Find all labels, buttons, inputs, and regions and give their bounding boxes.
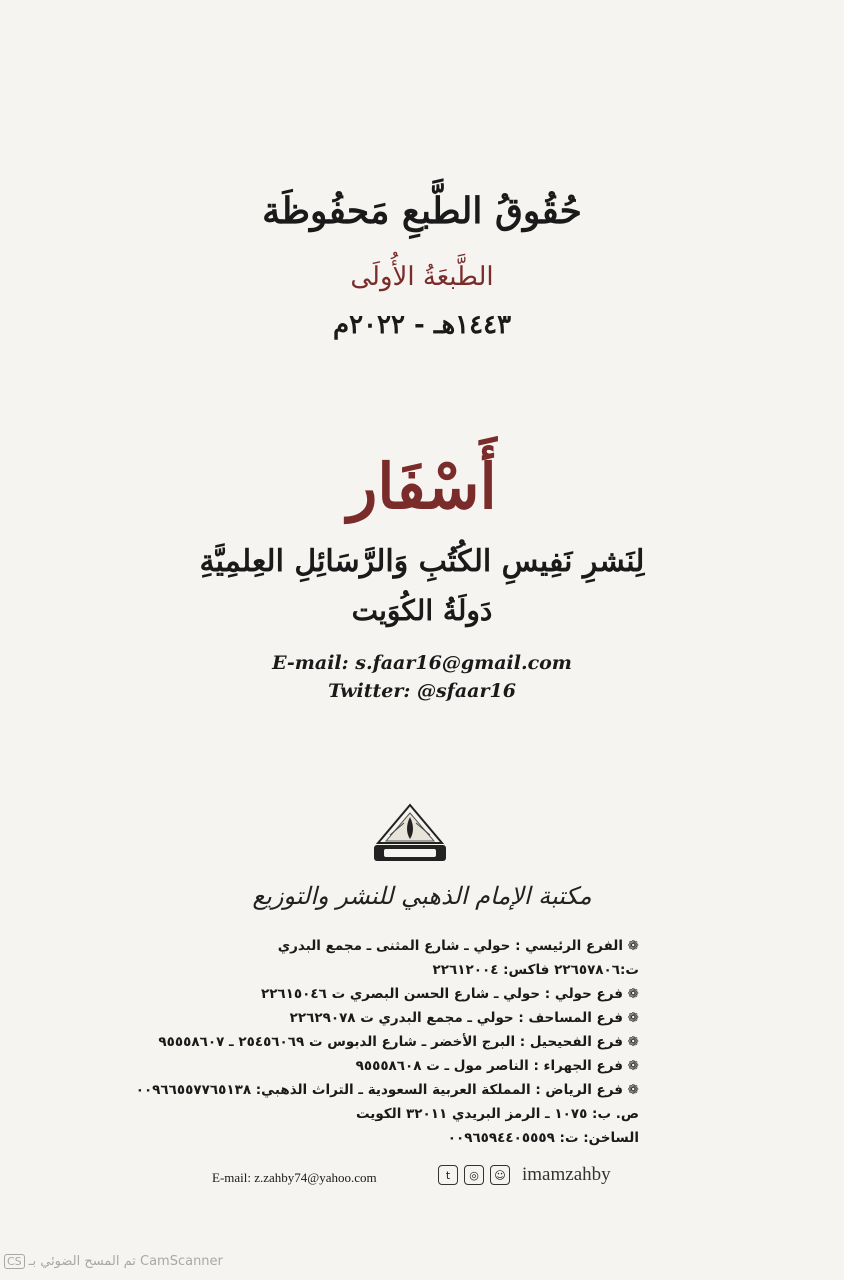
- book-logo-icon: [370, 803, 450, 867]
- list-item: ❁ فرع الرياض : المملكة العربية السعودية ـ التراث الذهبي: ٠٠٩٦٦٥٥٧٧٦٥١٣٨: [135, 1082, 639, 1098]
- publisher-country: دَولَةُ الكُوَيت: [351, 594, 493, 627]
- snapchat-icon[interactable]: ☺: [490, 1165, 510, 1185]
- list-item: ص. ب: ١٠٧٥ ـ الرمز البريدي ٣٢٠١١ الكويت: [355, 1106, 639, 1122]
- camscanner-icon: CS: [4, 1254, 25, 1269]
- distributor-email[interactable]: E-mail: z.zahby74@yahoo.com: [212, 1170, 377, 1185]
- list-item: ت:٢٢٦٥٧٨٠٦ فاكس: ٢٢٦١٢٠٠٤: [432, 962, 639, 978]
- edition-label: الطَّبعَةُ الأُولَى: [350, 262, 494, 292]
- twitter-icon[interactable]: t: [438, 1165, 458, 1185]
- instagram-icon[interactable]: ◎: [464, 1165, 484, 1185]
- list-item: ❁ الفرع الرئيسي : حولي ـ شارع المثنى ـ مجمع البدري: [277, 938, 639, 954]
- edition-date: ١٤٤٣هـ - ٢٠٢٢م: [332, 310, 512, 340]
- scanner-text: تم المسح الضوئي بـ CamScanner: [28, 1254, 223, 1269]
- list-item: ❁ فرع الجهراء : الناصر مول ـ ت ٩٥٥٥٨٦٠٨: [355, 1058, 639, 1074]
- copyright-heading: حُقُوقُ الطَّبعِ مَحفُوظَة: [262, 190, 582, 232]
- publisher-name: أَسْفَار: [347, 450, 497, 523]
- social-handle[interactable]: imamzahby: [522, 1164, 611, 1185]
- publisher-description: لِنَشرِ نَفِيسِ الكُتُبِ وَالرَّسَائِلِ العِلمِيَّةِ: [199, 544, 645, 579]
- list-item: ❁ فرع حولي : حولي ـ شارع الحسن البصري ت ٢٢٦١٥٠٤٦: [260, 986, 639, 1002]
- publisher-twitter[interactable]: Twitter: @sfaar16: [328, 680, 516, 702]
- social-links: [438, 1164, 611, 1186]
- scanner-watermark: [4, 1254, 223, 1269]
- distributor-title: مكتبة الإمام الذهبي للنشر والتوزيع: [252, 882, 592, 910]
- list-item: ❁ فرع المساحف : حولي ـ مجمع البدري ت ٢٢٦٢٩٠٧٨: [289, 1010, 639, 1026]
- publisher-email[interactable]: E-mail: s.faar16@gmail.com: [272, 652, 572, 674]
- branch-list: [79, 934, 639, 1150]
- list-item: الساخن: ت: ٠٠٩٦٥٩٤٤٠٥٥٥٩: [447, 1130, 639, 1146]
- list-item: ❁ فرع الفحيحيل : البرج الأخضر ـ شارع الدبوس ت ٢٥٤٥٦٠٦٩ ـ ٩٥٥٥٨٦٠٧: [158, 1034, 639, 1050]
